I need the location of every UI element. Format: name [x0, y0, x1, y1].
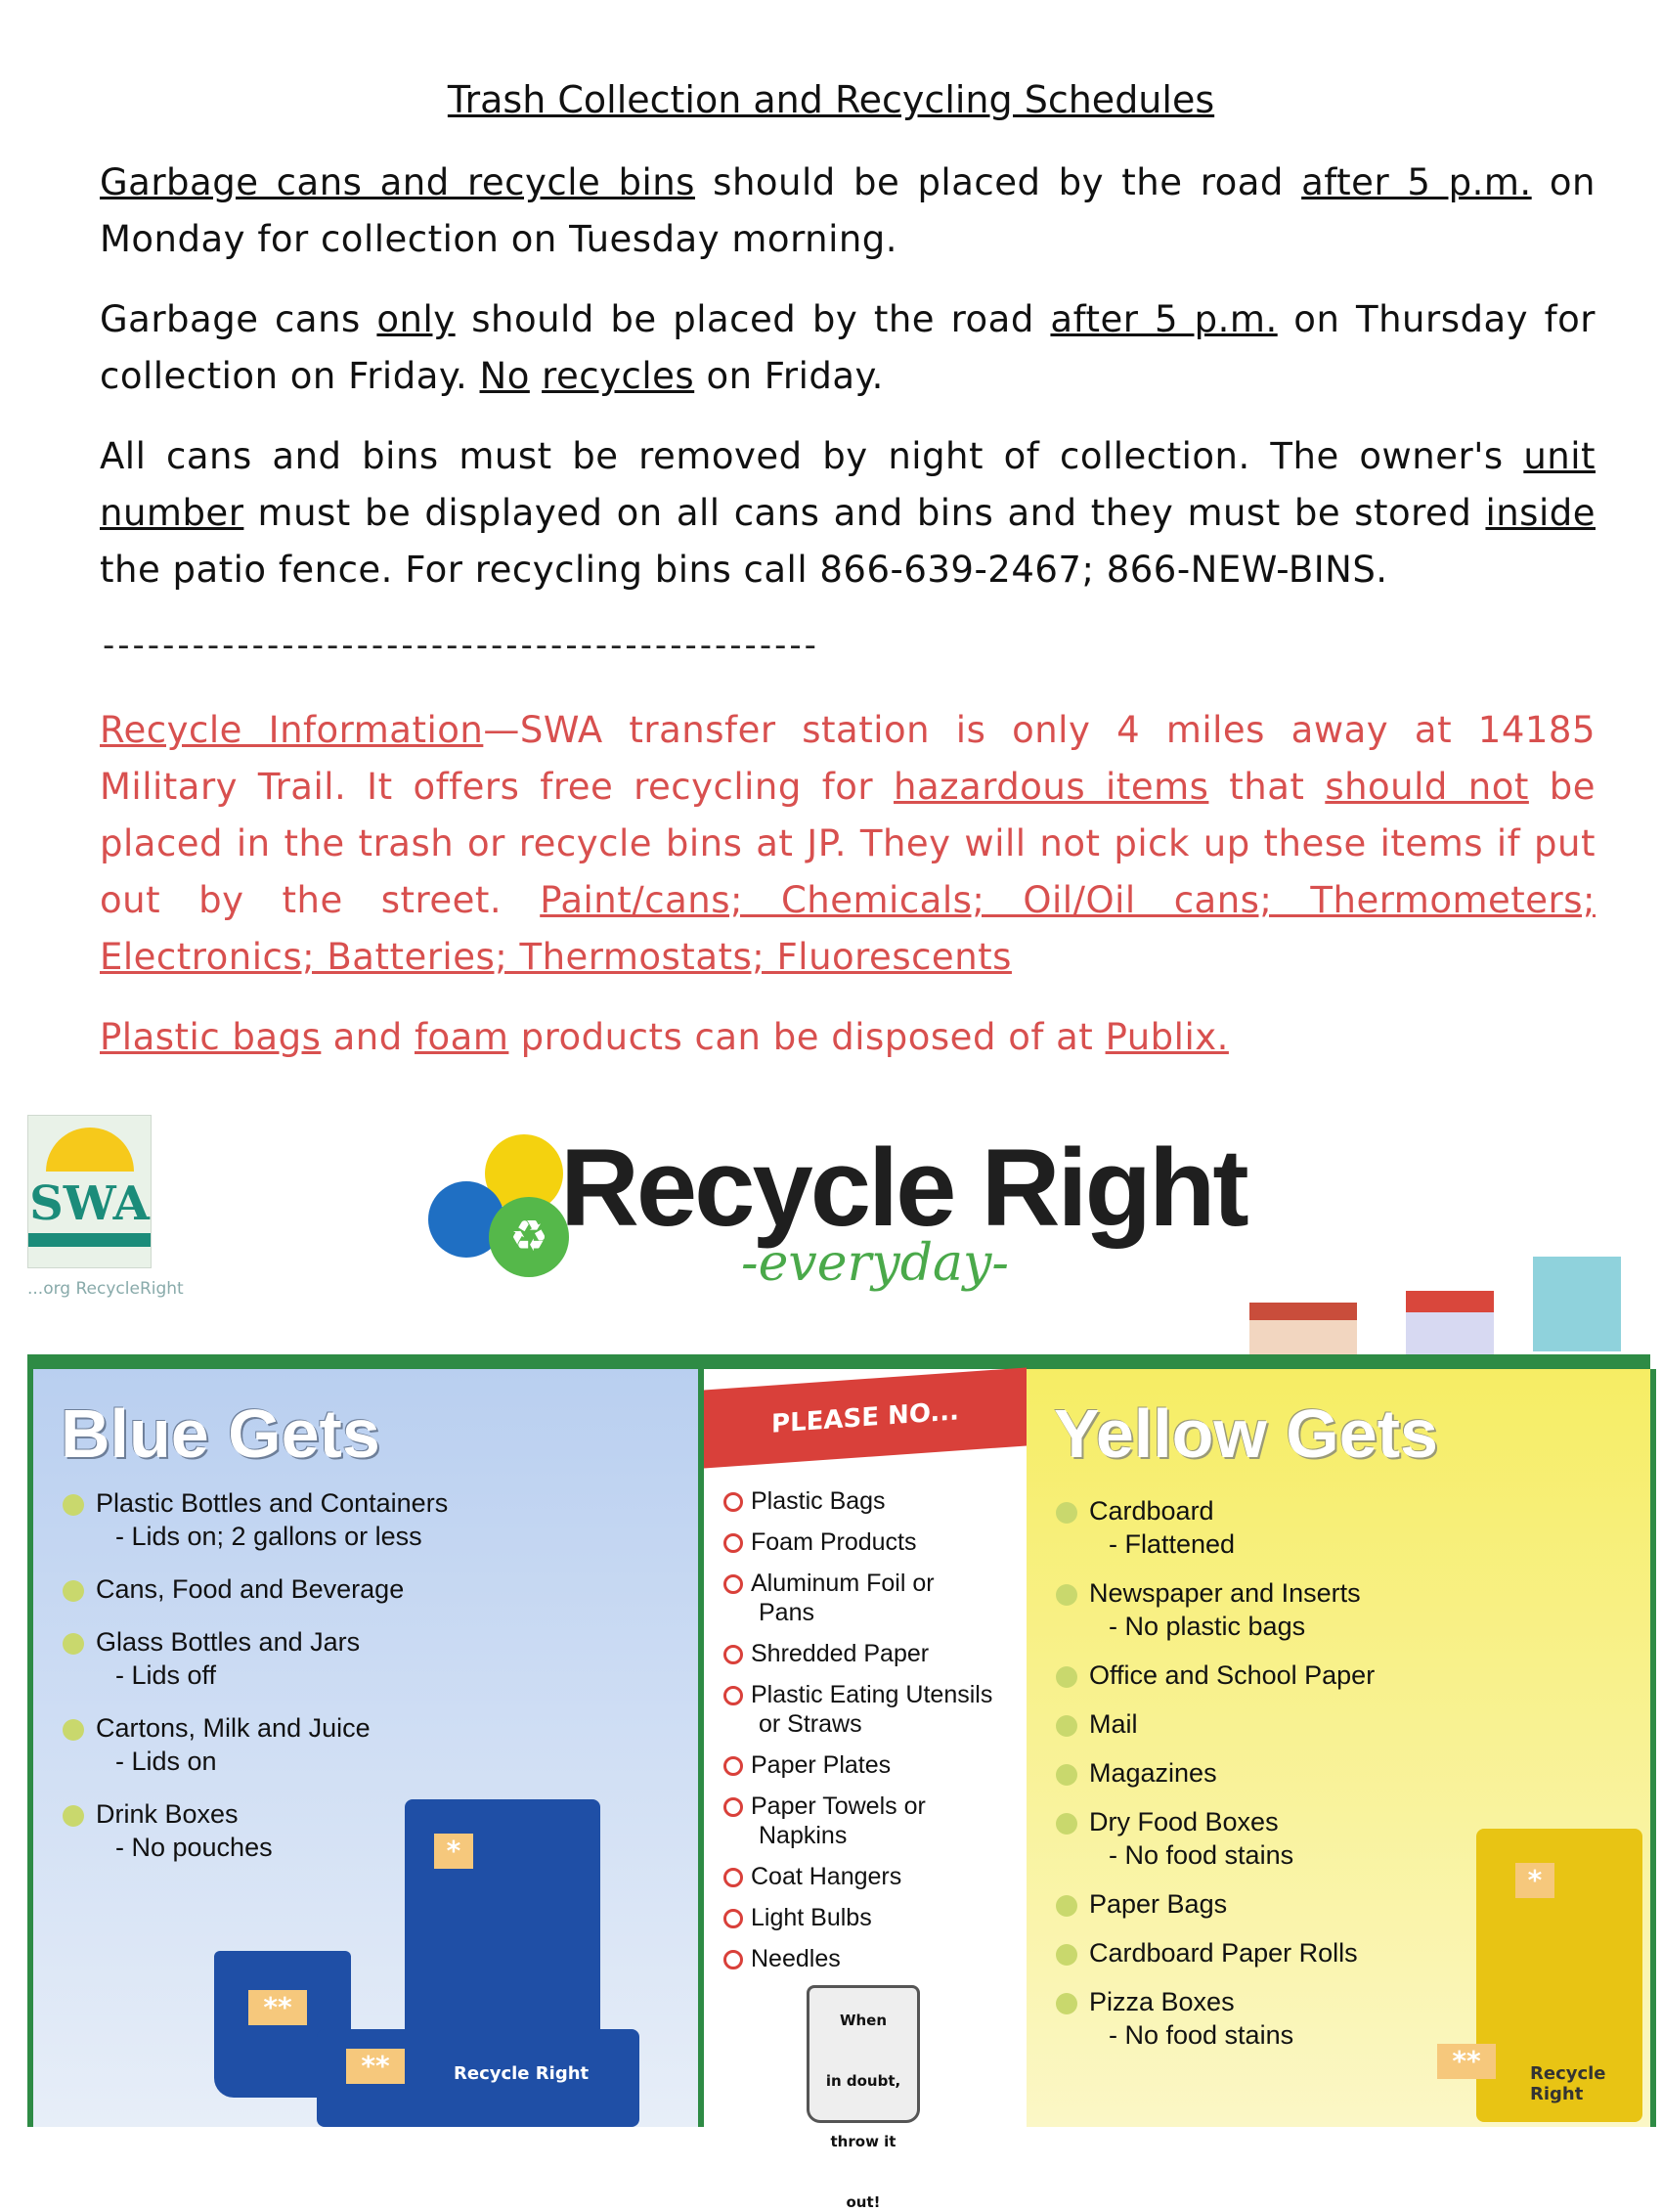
divider: ------------------------------------------------ [103, 626, 819, 665]
recycle-icon [1056, 1993, 1077, 2014]
swa-logo: SWA [27, 1115, 152, 1268]
recycle-icon [63, 1494, 84, 1516]
recycle-icon [63, 1719, 84, 1741]
list-item: Cardboard - Flattened [1056, 1494, 1375, 1561]
prohibited-icon [723, 1868, 743, 1887]
list-item: Dry Food Boxes - No food stains [1056, 1805, 1375, 1872]
page-title: Trash Collection and Recycling Schedules [447, 78, 1215, 121]
recycle-icon: ♻ [489, 1197, 569, 1277]
list-item: Shredded Paper [723, 1639, 992, 1668]
bin-brand: Recycle Right [454, 2063, 590, 2084]
paragraph-thursday: Garbage cans only should be placed by the road after 5 p.m. on Thursday for collection on Friday. No recycles on Friday. [100, 298, 1596, 397]
list-item: Cartons, Milk and Juice - Lids on [63, 1711, 448, 1778]
list-item: Light Bulbs [723, 1903, 992, 1932]
recycle-icon [1056, 1666, 1077, 1688]
list-item: Paper Plates [723, 1750, 992, 1780]
recycle-icon [1056, 1895, 1077, 1917]
paragraph-recycle-info: Recycle Information—SWA transfer station is only 4 miles away at 14185 Military Trail. It offers free recycling for hazardous items that should not be placed in the trash or recycle bins at JP. They will not pick up these items if put out by the street. Paint/cans; Chemicals; Oil/Oil cans; Thermometers; Electronics; Batteries; Thermostats; Fluorescents [100, 709, 1596, 978]
blue-heading: Blue Gets [61, 1395, 380, 1472]
paragraph-monday: Garbage cans and recycle bins should be placed by the road after 5 p.m. on Monday for collection on Tuesday morning. [100, 161, 1596, 260]
list-item: Office and School Paper [1056, 1659, 1375, 1692]
prohibited-icon [723, 1533, 743, 1553]
please-no-banner: PLEASE NO... [704, 1367, 1027, 1468]
recycle-right-flyer [27, 1115, 1650, 2211]
list-item: Glass Bottles and Jars - Lids off [63, 1625, 448, 1692]
list-item: Plastic Bottles and Containers - Lids on; 2 gallons or less [63, 1486, 448, 1553]
yellow-heading: Yellow Gets [1054, 1395, 1438, 1472]
paragraph-removal: All cans and bins must be removed by night of collection. The owner's unit number must be displayed on all cans and bins and they must be stored inside the patio fence. For recycling bins call 866-639-2467; 866-NEW-BINS. [100, 435, 1596, 591]
list-item: Foam Products [723, 1527, 992, 1557]
building-icon [1533, 1257, 1621, 1351]
recycle-icon [1056, 1764, 1077, 1786]
swa-url: ...org RecycleRight [27, 1279, 184, 1299]
list-item: Cans, Food and Beverage [63, 1572, 448, 1606]
prohibited-icon [723, 1645, 743, 1664]
list-item: Newspaper and Inserts - No plastic bags [1056, 1576, 1375, 1643]
paragraph-publix: Plastic bags and foam products can be disposed of at Publix. [100, 1016, 1229, 1058]
bin-tag: * [1515, 1863, 1554, 1898]
recycle-icon [63, 1805, 84, 1827]
flyer-title: Recycle Right [560, 1127, 1246, 1249]
prohibited-icon [723, 1797, 743, 1817]
list-item: Mail [1056, 1707, 1375, 1741]
list-item: Plastic Bags [723, 1486, 992, 1516]
prohibited-icon [723, 1686, 743, 1705]
list-item: Cardboard Paper Rolls [1056, 1936, 1375, 1969]
list-item: Aluminum Foil or Pans [723, 1569, 992, 1627]
prohibited-icon [723, 1756, 743, 1776]
recycle-icon [1056, 1813, 1077, 1835]
prohibited-icon [723, 1950, 743, 1969]
list-item: Plastic Eating Utensils or Straws [723, 1680, 992, 1739]
recycle-icon [1056, 1715, 1077, 1737]
list-item: Paper Bags [1056, 1887, 1375, 1921]
yellow-items [1056, 1494, 1375, 2067]
list-item: Magazines [1056, 1756, 1375, 1790]
bin-tag: ** [1437, 2044, 1496, 2079]
list-item: Pizza Boxes - No food stains [1056, 1985, 1375, 2052]
recycle-icon [1056, 1502, 1077, 1524]
bin-tag: ** [248, 1990, 307, 2025]
list-item: Coat Hangers [723, 1862, 992, 1891]
blue-panel [27, 1369, 698, 2127]
prohibited-icon [723, 1492, 743, 1512]
please-no-items [723, 1486, 992, 1985]
prohibited-icon [723, 1909, 743, 1928]
bin-tag: * [434, 1834, 473, 1869]
houses-illustration [1249, 1252, 1640, 1359]
please-no-panel [698, 1369, 1032, 2211]
recycle-icon [63, 1580, 84, 1602]
recycle-icon [1056, 1584, 1077, 1606]
sun-icon [46, 1128, 134, 1172]
prohibited-icon [723, 1574, 743, 1594]
bin-tag: ** [346, 2049, 405, 2084]
recycle-icon [1056, 1944, 1077, 1966]
bin-brand: Recycle Right [1530, 2063, 1606, 2104]
trash-can-icon: When in doubt, throw it out! [807, 1985, 920, 2123]
recycle-icon [63, 1633, 84, 1655]
yellow-panel [1027, 1369, 1656, 2127]
blue-items [63, 1486, 448, 1883]
flyer-subtitle: -everyday- [741, 1234, 1009, 1293]
list-item: Paper Towels or Napkins [723, 1792, 992, 1850]
list-item: Needles [723, 1944, 992, 1973]
list-item: Drink Boxes - No pouches [63, 1797, 448, 1864]
